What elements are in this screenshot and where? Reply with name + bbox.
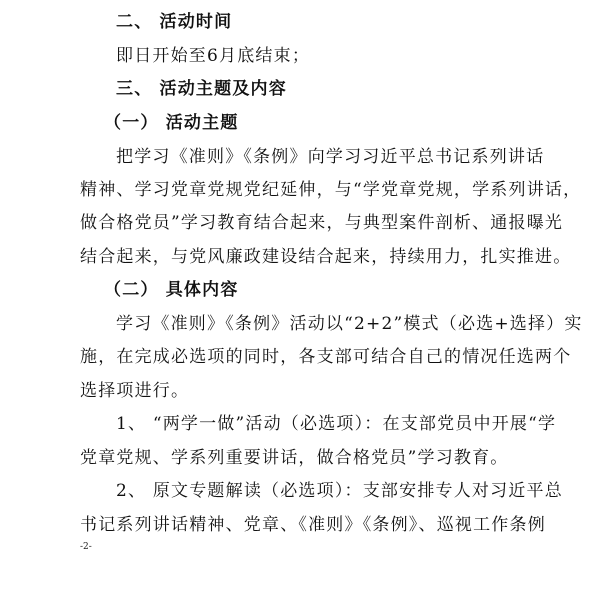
page-number: -2- <box>80 542 92 552</box>
item-one-line: 党章党规、学系列重要讲话，做合格党员”学习教育。 <box>80 448 509 468</box>
sub-heading-content: （二） 具体内容 <box>104 280 239 300</box>
item-two-line: 2、 原文专题解读（必选项）：支部安排专人对习近平总 <box>116 481 563 501</box>
theme-paragraph-line: 结合起来，与党风廉政建设结合起来，持续用力，扎实推进。 <box>80 247 572 267</box>
content-paragraph-line: 学习《准则》《条例》活动以“2+2”模式（必选+选择）实 <box>116 314 583 334</box>
theme-paragraph-line: 精神、学习党章党规党纪延伸，与“学党章党规，学系列讲话， <box>80 180 582 200</box>
sub-heading-theme: （一） 活动主题 <box>104 113 239 133</box>
content-paragraph-line: 施，在完成必选项的同时，各支部可结合自己的情况任选两个 <box>80 347 572 367</box>
item-one-line: 1、 “两学一做”活动（必选项）：在支部党员中开展“学 <box>116 414 557 434</box>
section-heading-theme-content: 三、 活动主题及内容 <box>116 79 287 99</box>
theme-paragraph-line: 把学习《准则》《条例》向学习习近平总书记系列讲话 <box>116 147 545 167</box>
time-text: 即日开始至6月底结束； <box>116 46 311 66</box>
theme-paragraph-line: 做合格党员”学习教育结合起来，与典型案件剖析、通报曝光 <box>80 213 564 233</box>
content-paragraph-line: 选择项进行。 <box>80 381 190 401</box>
section-heading-time: 二、 活动时间 <box>116 12 233 32</box>
item-two-line: 书记系列讲话精神、党章、《准则》《条例》、巡视工作条例 <box>80 515 546 535</box>
